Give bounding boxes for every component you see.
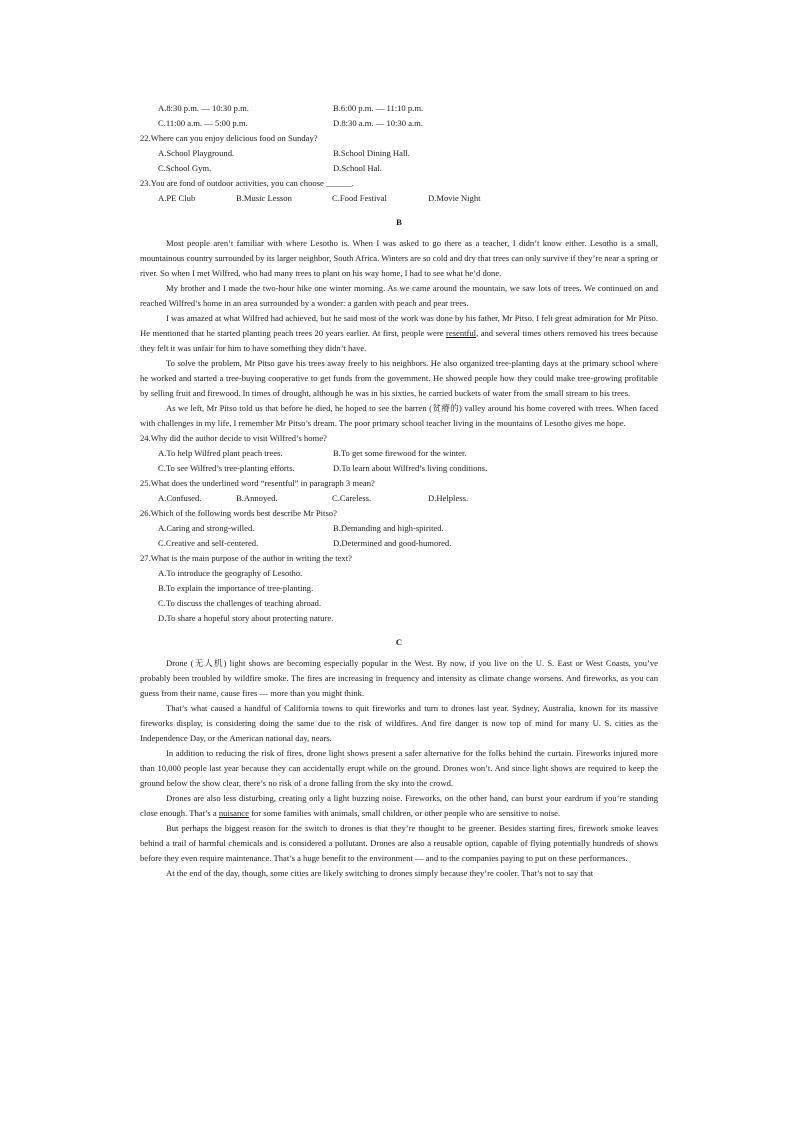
p4-text-before: Drones are also less disturbing, creating only a light buzzing noise. Fireworks, on the other hand, can burst your eardrum if you’re standing close enough. That’s a [140, 793, 658, 818]
q27-option-b-row [140, 581, 658, 596]
section-b-paragraph-3 [140, 311, 658, 356]
q25-option-d[interactable]: D.Helpless. [428, 493, 469, 503]
q26-options-row-1 [140, 521, 658, 536]
section-c-paragraph-4 [140, 791, 658, 821]
q21-options-row-1 [140, 101, 658, 116]
q24-options-row-1 [140, 446, 658, 461]
q24-option-d[interactable]: D.To learn about Wilfred’s living conditions. [333, 463, 488, 473]
section-c-heading: C [395, 637, 403, 647]
q22-option-d[interactable]: D.School Hal. [333, 163, 382, 173]
section-c-paragraph-2: That’s what caused a handful of California towns to quit fireworks and turn to drones last year. Sydney, Australia, known for its massive fireworks display, is considering doing the same due to the risk of wildfires. And fire danger is now top of mind for many U. S. cities as the Independence Day, or the American national day, nears. [140, 703, 658, 743]
q23-option-a[interactable]: A.PE Club [158, 193, 196, 203]
q22-option-c[interactable]: C.School Gym. [158, 163, 212, 173]
section-b-paragraph-5: As we left, Mr Pitso told us that before he died, he hoped to see the barren (贫瘠的) valley around his home covered with trees. When faced with challenges in my life, I remember Mr Pitso’s dream. The poor primary school teacher living in the mountains of Lesotho gives me hope. [140, 403, 658, 428]
q27-option-d[interactable]: D.To share a hopeful story about protecting nature. [158, 613, 334, 623]
q24-option-a[interactable]: A.To help Wilfred plant peach trees. [158, 448, 283, 458]
q25-options [140, 491, 658, 506]
q27-option-c[interactable]: C.To discuss the challenges of teaching abroad. [158, 598, 322, 608]
q27-option-d-row [140, 611, 658, 626]
q25-option-c[interactable]: C.Careless. [332, 493, 372, 503]
q25-question: 25.What does the underlined word “resentful” in paragraph 3 mean? [140, 478, 375, 488]
q27-question: 27.What is the main purpose of the author in writing the text? [140, 553, 352, 563]
q22-option-a[interactable]: A.School Playground. [158, 148, 235, 158]
q26-option-b[interactable]: B.Demanding and high-spirited. [333, 523, 444, 533]
p3-text-after: , and several times others removed his trees because they felt it was unfair for him to have something they didn’t have. [140, 328, 658, 353]
section-b-paragraph-4: To solve the problem, Mr Pitso gave his trees away freely to his neighbors. He also organized tree-planting days at the primary school where he worked and started a tree-buying cooperative to get funds from the government. He showed people how they could make tree-growing profitable by selling fruit and firewood. In times of drought, although he was in his sixties, he carried buckets of water from the small stream to his trees. [140, 358, 658, 398]
q23-question: 23.You are fond of outdoor activities, you can choose ______. [140, 178, 354, 188]
p3-text-before: I was amazed at what Wilfred had achieved, but he said most of the work was done by his father, Mr Pitso. I felt great admiration for Mr Pitso. He mentioned that he started planting peach trees 20 years earlier. At first, people were [140, 313, 658, 338]
q26-option-d[interactable]: D.Determined and good-humored. [333, 538, 452, 548]
q23-option-d[interactable]: D.Movie Night [428, 193, 481, 203]
q27-option-a-row [140, 566, 658, 581]
q21-option-b[interactable]: B.6:00 p.m. — 11:10 p.m. [333, 103, 424, 113]
section-c-paragraph-1: Drone (无人机) light shows are becoming especially popular in the West. By now, if you live on the U. S. East or West Coasts, you’ve probably been troubled by wildfire smoke. The fires are increasing in frequency and intensity as climate change worsens. And fireworks, as you can guess from their name, cause fires — more than you might think. [140, 658, 658, 698]
q24-option-c[interactable]: C.To see Wilfred’s tree-planting efforts. [158, 463, 295, 473]
q23-option-c[interactable]: C.Food Festival [332, 193, 387, 203]
q21-option-d[interactable]: D.8:30 a.m. — 10:30 a.m. [333, 118, 423, 128]
q26-option-a[interactable]: A.Caring and strong-willed. [158, 523, 255, 533]
p4-text-after: for some families with animals, small children, or other people who are sensitive to noise. [248, 808, 561, 818]
q22-option-b[interactable]: B.School Dining Hall. [333, 148, 410, 158]
section-b-heading: B [396, 217, 402, 227]
q26-question: 26.Which of the following words best describe Mr Pitso? [140, 508, 337, 518]
q27-option-c-row [140, 596, 658, 611]
underlined-word-resentful: resentful [445, 328, 477, 338]
q21-option-a[interactable]: A.8:30 p.m. — 10:30 p.m. [158, 103, 249, 113]
section-c-paragraph-5: But perhaps the biggest reason for the switch to drones is that they’re thought to be greener. Besides starting fires, firework smoke leaves behind a trail of harmful chemicals and is considered a pollutant. Drones are also a reusable option, capable of flying potentially hundreds of shows before they even require maintenance. That’s a huge benefit to the environment — and to the companies paying to put on these performances. [140, 823, 658, 863]
q23-options [140, 191, 658, 206]
exam-page [140, 101, 658, 881]
q26-options-row-2 [140, 536, 658, 551]
q27-option-a[interactable]: A.To introduce the geography of Lesotho. [158, 568, 303, 578]
q27-option-b[interactable]: B.To explain the importance of tree-planting. [158, 583, 314, 593]
underlined-word-nuisance: nuisance [218, 808, 249, 818]
q22-options-row-1 [140, 146, 658, 161]
section-b-paragraph-1: Most people aren’t familiar with where Lesotho is. When I was asked to go there as a teacher, I didn’t know either. Lesotho is a small, mountainous country surrounded by its larger neighbor, South Africa. Winters are so cold and dry that trees can only survive if they’re near a spring or river. So when I met Wilfred, who had many trees to plant on his way home, I had to see what he’d done. [140, 238, 658, 278]
section-b-paragraph-2: My brother and I made the two-hour hike one winter morning. As we came around the mountain, we saw lots of trees. We continued on and reached Wilfred’s home in an area surrounded by a wonder: a garden with peach and pear trees. [140, 283, 658, 308]
q23-option-b[interactable]: B.Music Lesson [236, 193, 292, 203]
q22-options-row-2 [140, 161, 658, 176]
q24-option-b[interactable]: B.To get some firewood for the winter. [333, 448, 467, 458]
q24-options-row-2 [140, 461, 658, 476]
q21-options-row-2 [140, 116, 658, 131]
q22-question: 22.Where can you enjoy delicious food on Sunday? [140, 133, 318, 143]
q25-option-a[interactable]: A.Confused. [158, 493, 202, 503]
q25-option-b[interactable]: B.Annoyed. [236, 493, 278, 503]
q26-option-c[interactable]: C.Creative and self-centered. [158, 538, 259, 548]
section-c-paragraph-3: In addition to reducing the risk of fires, drone light shows present a safer alternative for the folks behind the curtain. Fireworks injured more than 10,000 people last year because they can accidentally erupt while on the ground. Drones won’t. And since light shows are required to keep the ground below the show clear, there’s no risk of a drone falling from the sky into the crowd. [140, 748, 658, 788]
q21-option-c[interactable]: C.11:00 a.m. — 5:00 p.m. [158, 118, 248, 128]
section-c-paragraph-6: At the end of the day, though, some cities are likely switching to drones simply because they’re cooler. That’s not to say that [166, 868, 594, 878]
q24-question: 24.Why did the author decide to visit Wilfred’s home? [140, 433, 327, 443]
